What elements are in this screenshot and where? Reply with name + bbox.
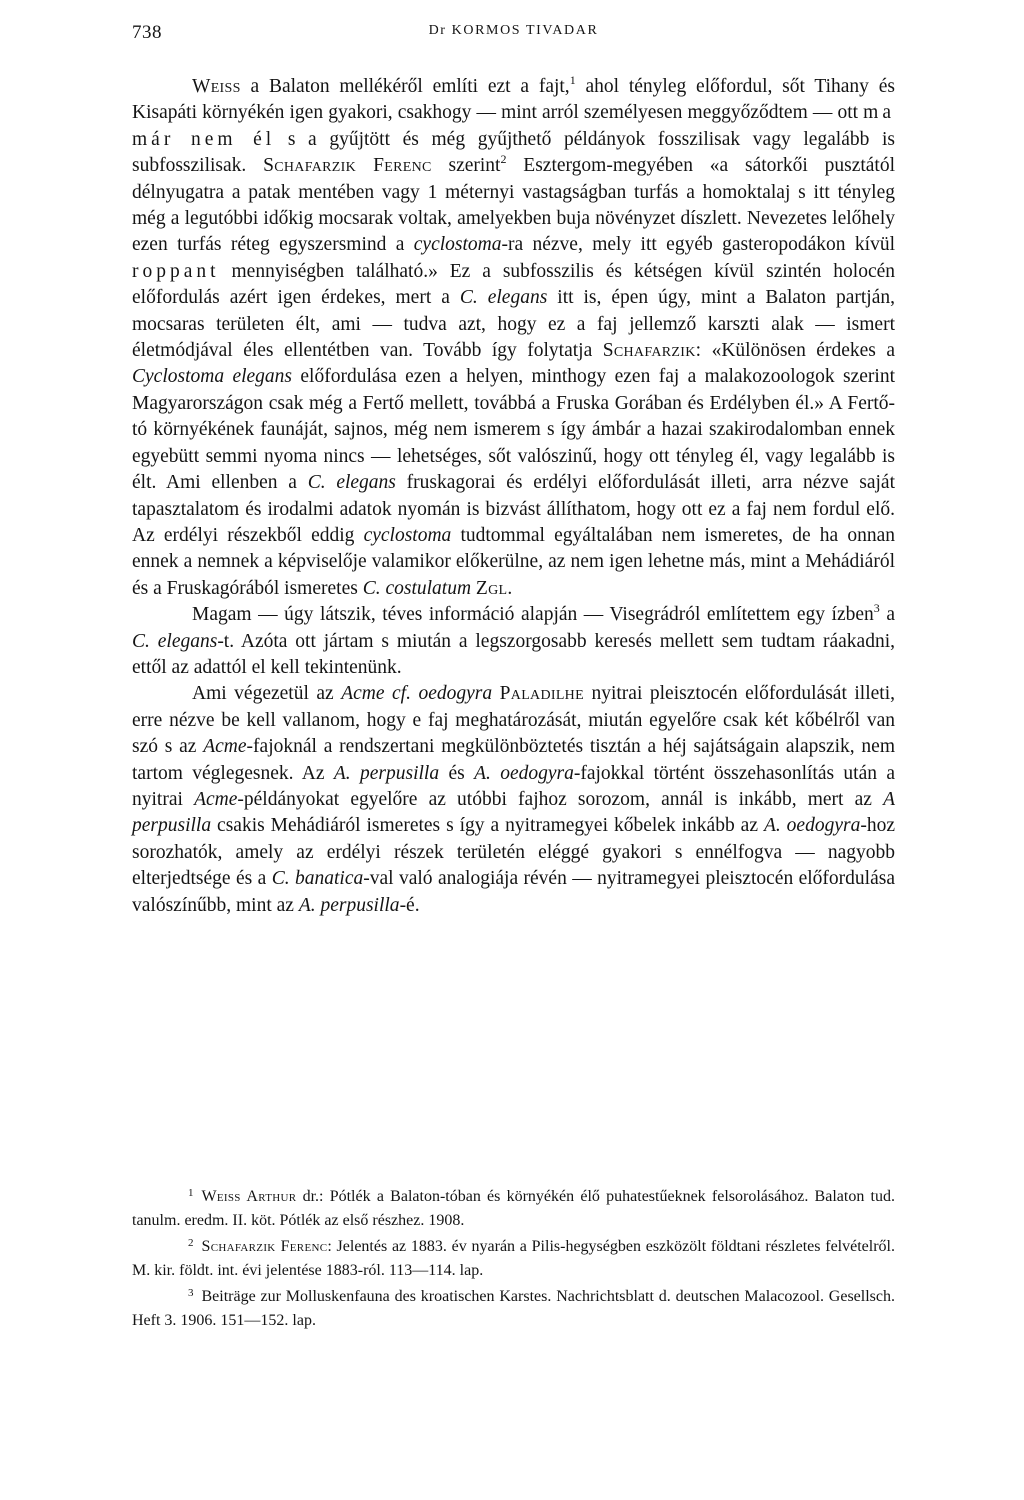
author-name: Weiss <box>192 76 241 97</box>
footnote-3 <box>132 1282 895 1332</box>
spaced-emphasis: roppant <box>132 260 220 282</box>
footnote-author: Weiss Arthur <box>201 1188 297 1205</box>
footnotes <box>132 1182 895 1332</box>
page-number: 738 <box>132 22 162 43</box>
taxon-name: cyclostoma <box>413 234 502 256</box>
page-header <box>132 22 895 54</box>
text-run: : «Különösen érdekes a <box>695 340 895 362</box>
text-run: Ami végezetül az <box>192 683 342 705</box>
footnote-ref: 1 <box>569 73 576 87</box>
text-run: -t. Azóta ott jártam s miután a legszorgosabb keresés mellett sem tudtam ráakadni, ettől az adattól el kell tekintenünk. <box>132 630 895 678</box>
paragraph-2 <box>132 602 895 681</box>
paragraph-1 <box>132 74 895 602</box>
footnote-ref: 2 <box>500 152 507 167</box>
taxon-name: A. perpusilla <box>298 894 400 916</box>
author-name: Schafarzik <box>602 340 696 362</box>
footnote-text: dr.: Pótlék a Balaton-tóban és környékén élő puhatestűeknek felsorolásához. Balaton tud. tanulm. eredm. II. köt. Pótlék az első részhez. 1908. <box>132 1188 895 1229</box>
author-name: Zgl <box>475 577 508 599</box>
text-run: -val való analogiája révén — nyitramegyei pleisztocén előfordulása valószínűbb, mint az <box>132 868 895 916</box>
text-run: -fajoknál a rendszertani megkülönböztetés tisztán a héj sajátságain alapszik, nem tartom véglegesnek. Az <box>132 736 895 784</box>
text-run: -példányokat egyelőre az utóbbi fajhoz sorozom, annál is inkább, mert az <box>237 788 884 810</box>
text-run: a Balaton mellékéről említi ezt a fajt, <box>240 76 570 97</box>
text-run: . <box>507 577 513 599</box>
text-run: szerint <box>431 155 501 177</box>
footnote-mark: 2 <box>188 1237 194 1249</box>
text-run: csakis Mehádiáról ismeretes s így a nyitramegyei kőbelek inkább az <box>211 815 764 837</box>
text-run <box>492 683 500 704</box>
text-run: -é. <box>399 894 420 916</box>
footnote-2 <box>132 1232 895 1282</box>
spaced-emphasis: ma már nem él <box>132 102 895 150</box>
text-run: ahol tényleg előfordul, sőt Tihany és Kisapáti környékén igen gyakori, csakhogy — mint arról személyesen meggyőződtem — ott <box>132 76 895 124</box>
text-run: előfordulása ezen a helyen, minthogy ezen faj a malakozoologok szerint Magyarországon csak még a Fertő mellett, továbbá a Fruska Gorában és Erdélyben él.» A Fertő-tó környékének faunáját, sajnos, még nem ismerem s így ámbár a hazai szakirodalomban ennek egyebütt semmi nyoma nincs — lehetséges, sőt valószinű, hogy ott tényleg él, vagy legalább is élt. Ami ellenben a <box>132 366 895 494</box>
taxon-name: Cyclostoma elegans <box>132 366 293 388</box>
footnote-text: : Jelentés az 1883. év nyarán a Pilis-hegységben eszközölt földtani részletes felvételről. M. kir. földt. int. évi jelentése 1883-ról. 113—114. lap. <box>132 1238 895 1279</box>
footnote-ref: 3 <box>873 601 880 616</box>
text-run: -hoz sorozhatók, amely az erdélyi részek területén eléggé gyakori s ennélfogva — nagyobb elterjedtsége és a <box>132 815 895 890</box>
taxon-name: C. costulatum <box>362 577 472 599</box>
taxon-name: A. perpusilla <box>333 762 440 784</box>
author-name: Schafarzik Ferenc <box>263 155 432 177</box>
text-run: nyitrai pleisztocén előfordulását illeti, erre nézve be kell vallanom, hogy e faj meghatározását, miután egyelőre csak két kőbélről van szó s az <box>132 683 896 758</box>
taxon-name: Acme cf. oedogyra <box>341 683 493 705</box>
taxon-name: A perpusilla <box>132 788 896 837</box>
text-run: -ra nézve, mely itt egyéb gasteropodákon kívül <box>501 234 895 256</box>
text-run: és <box>439 762 475 784</box>
running-head: Dr KORMOS TIVADAR <box>428 23 599 38</box>
taxon-name: cyclostoma <box>363 524 452 546</box>
taxon-name: C. elegans <box>307 472 396 494</box>
text-run: fruskagorai és erdélyi előfordulását illeti, arra nézve saját tapasztalatom és irodalmi adatok nyomán is bizvást állíthatom, hogy ott ez a faj nem fordul elő. Az erdélyi részekből eddig <box>132 472 895 546</box>
taxon-name: Acme <box>203 736 247 758</box>
text-run: Magam — úgy látszik, téves információ alapján — Visegrádról említettem egy ízben <box>192 604 874 626</box>
taxon-name: C. banatica <box>271 868 364 890</box>
text-run: tudtommal egyáltalában nem ismeretes, de ha onnan ennek a nemnek a képviselője valamikor előkerülne, az nem igen lehetne más, mint a Mehádiáról és a Fruskagórából ismeretes <box>132 524 895 599</box>
paragraph-3 <box>132 681 895 919</box>
taxon-name: C. elegans <box>459 287 548 309</box>
taxon-name: A. oedogyra <box>474 762 574 784</box>
text-run: s a gyűjtött és még gyűjthető példányok fosszilisak vagy legalább is subfosszilisak. <box>132 128 895 177</box>
text-run: Esztergom-megyében «a sátorkői pusztától délnyugatra a patak mentében vagy 1 méternyi vastagságban turfás a homoktalaj s itt tényleg még a legutóbbi időkig mocsarak voltak, amelyekben buja növényzet díszlett. Nevezetes lelőhely ezen turfás réteg egyszersmind a <box>132 155 896 256</box>
taxon-name: C. elegans <box>132 630 218 652</box>
main-text <box>132 74 895 919</box>
author-name: Paladilhe <box>499 683 584 705</box>
footnote-text: Beiträge zur Molluskenfauna des kroatischen Karstes. Nachrichtsblatt d. deutschen Malacozool. Gesellsch. Heft 3. 1906. 151—152. lap. <box>132 1288 895 1329</box>
text-run: itt is, épen úgy, mint a Balaton partján, mocsaras területen élt, ami — tudva azt, hogy ez a faj jellemző karszti alak — ismert életmódjával éles ellentétben van. Tovább így folytatja <box>132 287 895 362</box>
footnote-mark: 3 <box>188 1287 194 1299</box>
taxon-name: Acme <box>194 788 238 810</box>
text-run: a <box>879 604 895 626</box>
footnote-1 <box>132 1182 895 1232</box>
footnote-author: Schafarzik Ferenc <box>201 1238 328 1255</box>
taxon-name: A. oedogyra <box>763 815 861 837</box>
text-run: -fajokkal történt összehasonlítás után a nyitrai <box>132 762 896 810</box>
text-run: mennyiségben található.» Ez a subfosszilis és kétségen kívül szintén holocén előfordulás azért igen érdekes, mert a <box>132 260 895 309</box>
footnote-mark: 1 <box>188 1187 194 1199</box>
